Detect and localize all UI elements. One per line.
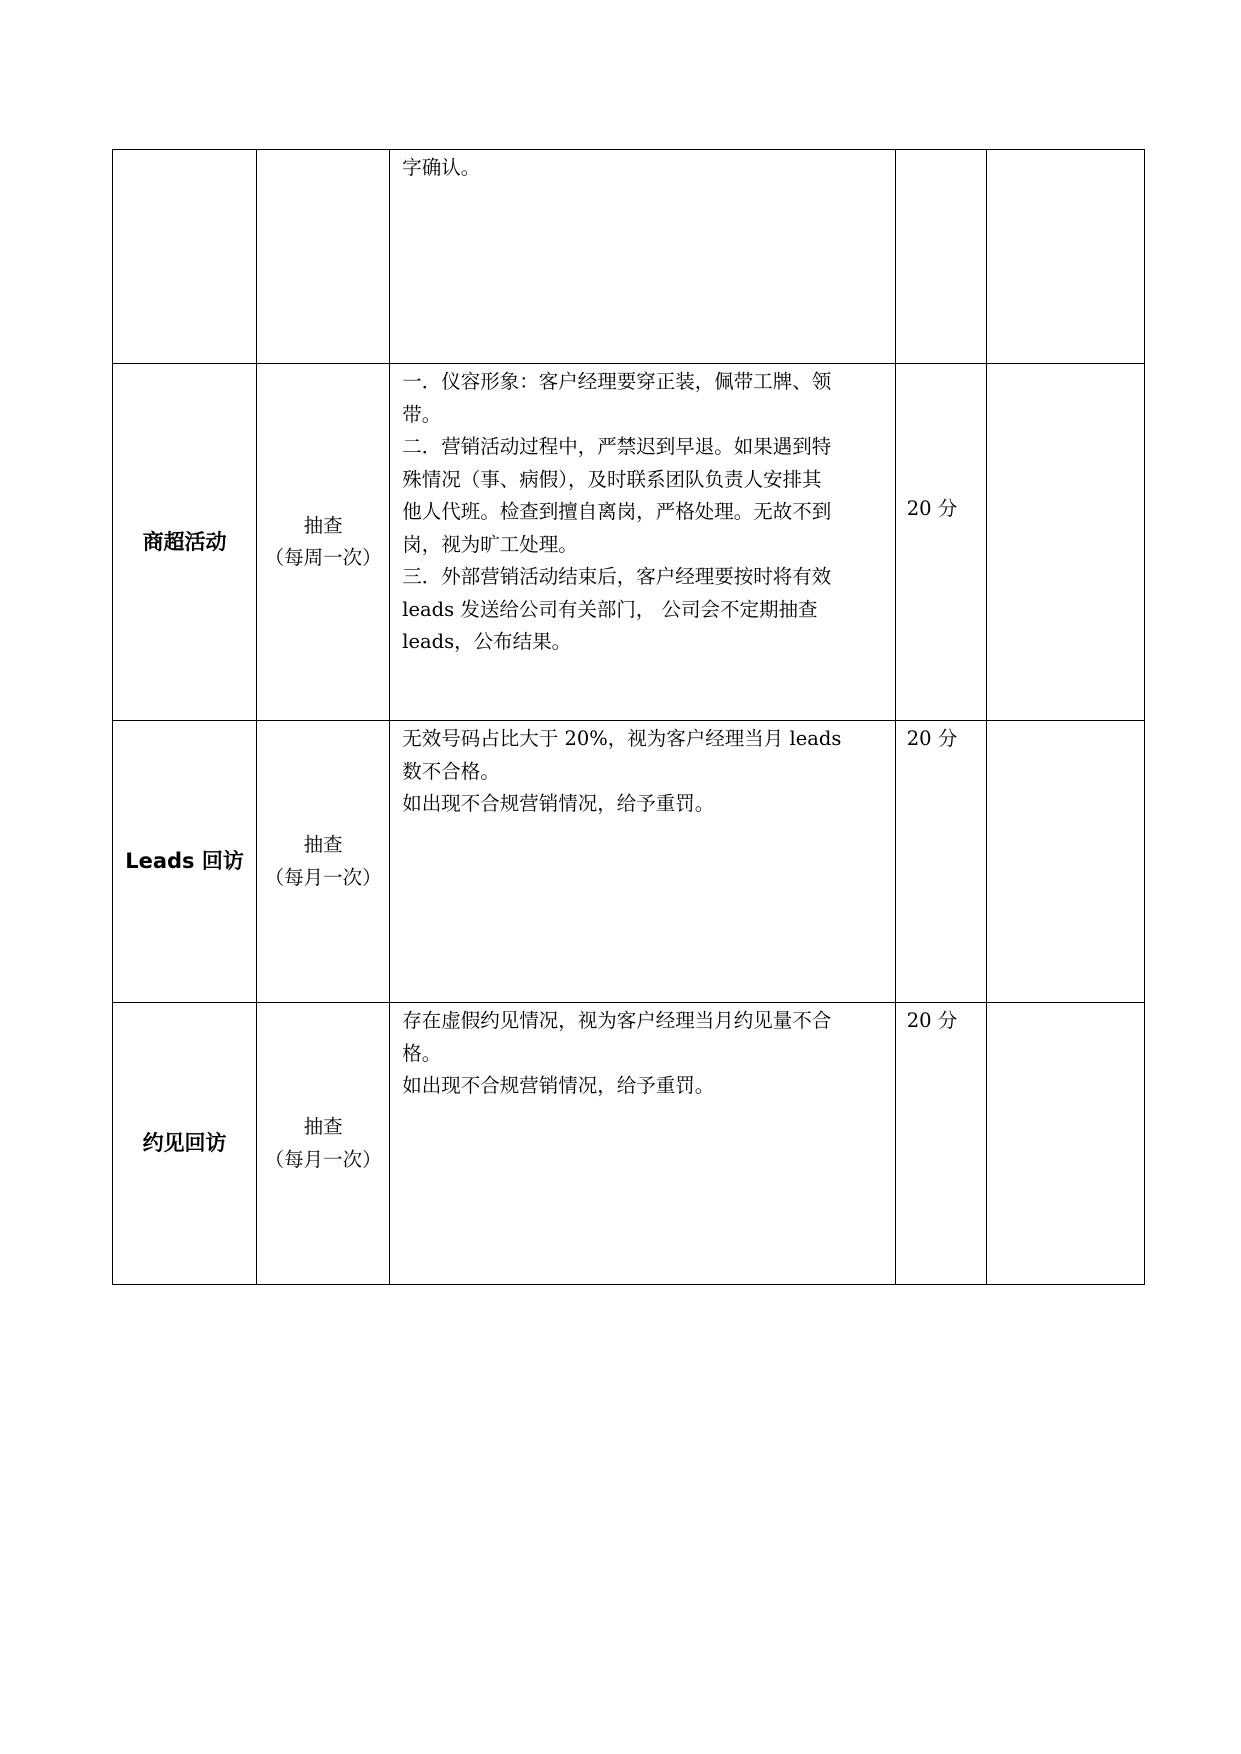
content-line: 字确认。	[402, 156, 481, 179]
content-line: 格。	[402, 1041, 442, 1065]
content-line: 带。	[402, 402, 442, 426]
score-cell: 20 分	[895, 364, 986, 721]
method-frequency: （每月一次）	[264, 865, 382, 889]
content-line: leads，公布结果。	[402, 630, 572, 653]
score-cell: 20 分	[895, 1003, 986, 1285]
method-cell	[257, 150, 390, 364]
remark-cell	[986, 364, 1144, 721]
item-cell: 商超活动	[113, 364, 257, 721]
method-label: 抽查	[303, 513, 343, 537]
method-frequency: （每周一次）	[264, 546, 382, 569]
content-cell	[390, 1003, 895, 1285]
table-row	[113, 150, 1145, 364]
content-line: 数不合格。	[402, 759, 500, 783]
item-cell: Leads 回访	[113, 721, 257, 1003]
content-line: 他人代班。检查到擅自离岗，严格处理。无故不到	[402, 500, 832, 523]
method-frequency: （每月一次）	[264, 1147, 382, 1171]
content-line: 如出现不合规营销情况，给予重罚。	[402, 792, 715, 815]
content-line: leads 发送给公司有关部门， 公司会不定期抽查	[402, 597, 818, 621]
score-cell: 20 分	[895, 721, 986, 1003]
remark-cell	[986, 721, 1144, 1003]
content-line: 二．营销活动过程中，严禁迟到早退。如果遇到特	[402, 435, 832, 458]
content-line: 如出现不合规营销情况，给予重罚。	[402, 1074, 715, 1097]
content-line: 殊情况（事、病假），及时联系团队负责人安排其	[402, 467, 822, 491]
content-line: 岗，视为旷工处理。	[402, 532, 578, 556]
content-line: 存在虚假约见情况，视为客户经理当月约见量不合	[402, 1009, 832, 1032]
method-label: 抽查	[303, 1115, 343, 1138]
method-cell	[257, 721, 390, 1003]
content-line: 一．仪容形象：客户经理要穿正装，佩带工牌、领	[402, 370, 832, 393]
remark-cell	[986, 1003, 1144, 1285]
table-row	[113, 1003, 1145, 1285]
content-cell	[390, 150, 895, 364]
method-cell	[257, 364, 390, 721]
remark-cell	[986, 150, 1144, 364]
content-cell	[390, 364, 895, 721]
item-cell: 约见回访	[113, 1003, 257, 1285]
table-row	[113, 364, 1145, 721]
item-cell	[113, 150, 257, 364]
content-line: 无效号码占比大于 20%，视为客户经理当月 leads	[402, 727, 842, 750]
content-line: 三．外部营销活动结束后，客户经理要按时将有效	[402, 565, 832, 588]
table-row	[113, 721, 1145, 1003]
content-cell	[390, 721, 895, 1003]
method-label: 抽查	[303, 833, 343, 856]
score-cell	[895, 150, 986, 364]
method-cell	[257, 1003, 390, 1285]
evaluation-table	[112, 149, 1145, 1285]
